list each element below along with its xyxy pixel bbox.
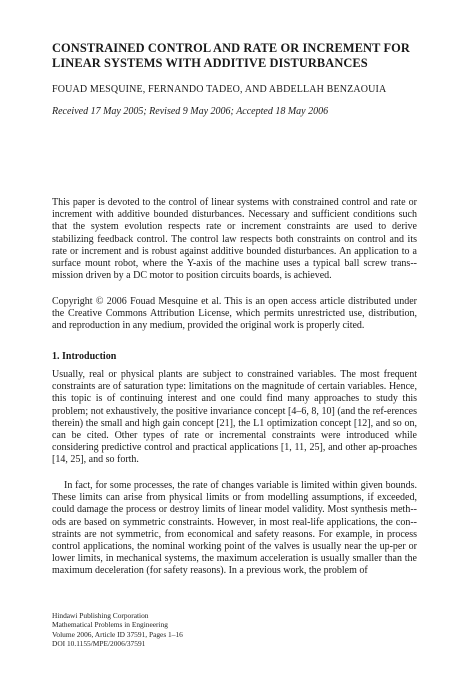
intro-paragraph-2: In fact, for some processes, the rate of changes variable is limited within given bounds. These limits can arise from physical limits or from modelling assumptions, if exceeded, could damage the process or destroy limits of linear model validity. Most synthesis meth-ods are based on symmetric constraints. However, in most real-life applications, the con-straints are not symmetric, from economical and safety reasons. For example, in process control applications, the nominal working point of the valves is usually near the up-per or lower limits, in mechanical systems, the maximum acceleration is usually smaller than the maximum deceleration (for safety reasons). In a previous work, the problem of bbox=[52, 480, 417, 577]
volume-info: Volume 2006, Article ID 37591, Pages 1–16 bbox=[52, 629, 183, 639]
section-heading-introduction: 1. Introduction bbox=[52, 351, 117, 362]
title-line-1: CONSTRAINED CONTROL AND RATE OR INCREMENT FOR bbox=[52, 41, 410, 55]
submission-dates: Received 17 May 2005; Revised 9 May 2006; Accepted 18 May 2006 bbox=[52, 106, 329, 117]
author-list: FOUAD MESQUINE, FERNANDO TADEO, AND ABDELLAH BENZAOUIA bbox=[52, 84, 387, 95]
intro-paragraph-1: Usually, real or physical plants are subject to constrained variables. The most frequent constraints are of saturation type: limitations on the magnitude of certain variables. Hence, this topic is of continuing interest and one could find many approaches to study this problem; not exhaustively, the positive invariance concept [4–6, 8, 10] (and the ref-erences therein) the small and high gain concept [21], the L1 optimization concept [12], and so on, can be cited. Other types of rate or incremental constraints were introduced while considering predictive control and practical applications [1, 11, 25], and other ap-proaches [14, 25], and so forth. bbox=[52, 369, 417, 466]
title-line-2: LINEAR SYSTEMS WITH ADDITIVE DISTURBANCES bbox=[52, 56, 368, 70]
doi-identifier: DOI 10.1155/MPE/2006/37591 bbox=[52, 638, 146, 648]
copyright-notice: Copyright © 2006 Fouad Mesquine et al. This is an open access article distributed under the Creative Commons Attribution License, which permits unrestricted use, distribution, and reproduction in any medium, provided the original work is properly cited. bbox=[52, 296, 417, 332]
abstract: This paper is devoted to the control of linear systems with constrained control and rate or increment with additive bounded disturbances. Necessary and sufficient conditions such that the system evolution respects rate or increment constraints are used to derive stabilizing feedback control. The control law respects both constraints on control and its rate or increment and is robust against additive bounded disturbances. An application to a surface mount robot, where the Y-axis of the machine uses a typical ball screw trans-mission driven by a DC motor to position circuits boards, is achieved. bbox=[52, 197, 417, 282]
journal-name: Mathematical Problems in Engineering bbox=[52, 620, 168, 630]
paper-title bbox=[52, 41, 432, 71]
publisher-name: Hindawi Publishing Corporation bbox=[52, 611, 149, 620]
publication-footer bbox=[52, 611, 352, 648]
